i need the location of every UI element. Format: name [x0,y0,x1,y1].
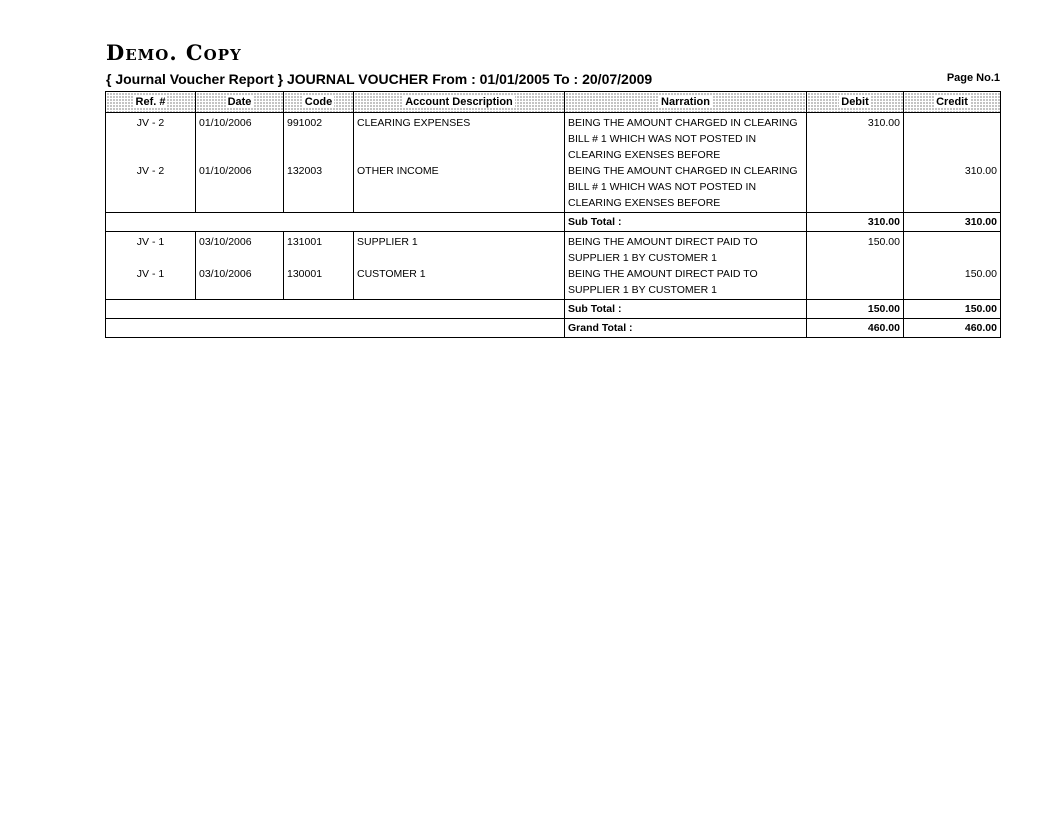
account-cell: CUSTOMER 1 [354,266,565,300]
date-cell: 03/10/2006 [196,266,284,300]
subtotal-debit: 310.00 [807,213,904,232]
subtotal-spacer [106,213,565,232]
debit-cell: 310.00 [807,113,904,164]
grand-total-credit: 460.00 [904,319,1001,338]
credit-cell [904,113,1001,164]
subtotal-spacer [106,300,565,319]
date-cell: 01/10/2006 [196,163,284,213]
credit-cell: 310.00 [904,163,1001,213]
ref-cell: JV - 1 [106,266,196,300]
grand-total-debit: 460.00 [807,319,904,338]
account-cell: SUPPLIER 1 [354,232,565,267]
debit-cell [807,266,904,300]
table-row [106,266,1001,300]
credit-cell: 150.00 [904,266,1001,300]
ref-cell: JV - 1 [106,232,196,267]
account-cell: CLEARING EXPENSES [354,113,565,164]
page-number: Page No.1 [946,72,1000,84]
account-cell: OTHER INCOME [354,163,565,213]
subtotal-credit: 150.00 [904,300,1001,319]
code-cell: 130001 [284,266,354,300]
col-header-code: Code [284,92,354,113]
demo-copy-watermark: Demo. Copy [106,40,242,65]
col-header-debit: Debit [807,92,904,113]
table-header-row [106,92,1001,113]
ref-cell: JV - 2 [106,163,196,213]
subtotal-credit: 310.00 [904,213,1001,232]
date-cell: 01/10/2006 [196,113,284,164]
subtotal-row [106,300,1001,319]
debit-cell [807,163,904,213]
credit-cell [904,232,1001,267]
subtotal-debit: 150.00 [807,300,904,319]
code-cell: 132003 [284,163,354,213]
table-row [106,163,1001,213]
subtotal-row [106,213,1001,232]
grand-total-spacer [106,319,565,338]
subtotal-label: Sub Total : [565,300,807,319]
col-header-date: Date [196,92,284,113]
report-title: { Journal Voucher Report } JOURNAL VOUCHER From : 01/01/2005 To : 20/07/2009 [106,71,653,87]
col-header-ref: Ref. # [106,92,196,113]
ref-cell: JV - 2 [106,113,196,164]
col-header-account: Account Description [354,92,565,113]
subtotal-label: Sub Total : [565,213,807,232]
narration-cell: BEING THE AMOUNT CHARGED IN CLEARING BILL # 1 WHICH WAS NOT POSTED IN CLEARING EXENSES BEFORE [565,163,807,213]
grand-total-row [106,319,1001,338]
journal-voucher-table [105,91,1001,338]
code-cell: 131001 [284,232,354,267]
narration-cell: BEING THE AMOUNT CHARGED IN CLEARING BILL # 1 WHICH WAS NOT POSTED IN CLEARING EXENSES BEFORE [565,113,807,164]
table-row [106,113,1001,164]
col-header-credit: Credit [904,92,1001,113]
debit-cell: 150.00 [807,232,904,267]
table-row [106,232,1001,267]
code-cell: 991002 [284,113,354,164]
date-cell: 03/10/2006 [196,232,284,267]
narration-cell: BEING THE AMOUNT DIRECT PAID TO SUPPLIER 1 BY CUSTOMER 1 [565,266,807,300]
col-header-narration: Narration [565,92,807,113]
narration-cell: BEING THE AMOUNT DIRECT PAID TO SUPPLIER 1 BY CUSTOMER 1 [565,232,807,267]
grand-total-label: Grand Total : [565,319,807,338]
